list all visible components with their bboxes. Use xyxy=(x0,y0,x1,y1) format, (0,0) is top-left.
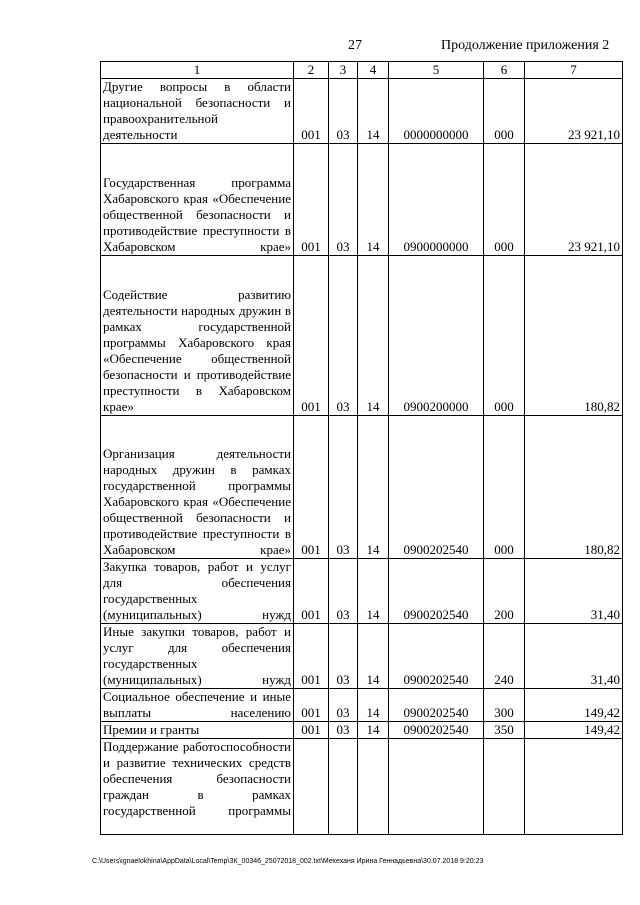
column-header: 1 xyxy=(101,62,294,79)
cell-section xyxy=(329,739,358,835)
table-row xyxy=(101,559,623,624)
cell-subsection: 14 xyxy=(358,144,389,256)
cell-expense-type: 240 xyxy=(484,624,525,689)
cell-subsection: 14 xyxy=(358,722,389,739)
column-header: 6 xyxy=(484,62,525,79)
table-row xyxy=(101,256,623,416)
cell-subsection: 14 xyxy=(358,256,389,416)
column-header: 2 xyxy=(294,62,329,79)
cell-expense-type xyxy=(484,739,525,835)
column-header: 7 xyxy=(525,62,623,79)
cell-amount: 180,82 xyxy=(525,256,623,416)
row-name: Государственная программа Хабаровского края «Обеспечение общественной безопасности и противодействие преступности в Хабаровском крае» xyxy=(101,144,294,256)
cell-expense-type: 350 xyxy=(484,722,525,739)
cell-section: 03 xyxy=(329,79,358,144)
cell-amount: 31,40 xyxy=(525,624,623,689)
cell-expense-type: 200 xyxy=(484,559,525,624)
table-row xyxy=(101,79,623,144)
cell-expense-type: 000 xyxy=(484,416,525,559)
column-header: 4 xyxy=(358,62,389,79)
cell-admin-code: 001 xyxy=(294,559,329,624)
row-name: Закупка товаров, работ и услуг для обеспечения государственных (муниципальных) нужд xyxy=(101,559,294,624)
cell-expense-type: 000 xyxy=(484,144,525,256)
cell-admin-code: 001 xyxy=(294,144,329,256)
row-name: Поддержание работоспособности и развитие технических средств обеспечения безопасности граждан в рамках государственной программы xyxy=(101,739,294,835)
cell-section: 03 xyxy=(329,416,358,559)
cell-amount: 31,40 xyxy=(525,559,623,624)
cell-amount: 149,42 xyxy=(525,722,623,739)
cell-expense-type: 300 xyxy=(484,689,525,722)
cell-section: 03 xyxy=(329,559,358,624)
cell-section: 03 xyxy=(329,256,358,416)
cell-section: 03 xyxy=(329,722,358,739)
page-number: 27 xyxy=(348,38,362,53)
cell-amount: 23 921,10 xyxy=(525,79,623,144)
cell-expense-type: 000 xyxy=(484,256,525,416)
cell-section: 03 xyxy=(329,689,358,722)
cell-admin-code: 001 xyxy=(294,416,329,559)
cell-amount: 149,42 xyxy=(525,689,623,722)
table-header-row xyxy=(101,62,623,79)
cell-section: 03 xyxy=(329,624,358,689)
cell-target-item: 0900200000 xyxy=(389,256,484,416)
row-name: Организация деятельности народных дружин в рамках государственной программы Хабаровского края «Обеспечение общественной безопасности и противодействие преступности в Хабаровском крае» xyxy=(101,416,294,559)
cell-subsection xyxy=(358,739,389,835)
cell-section: 03 xyxy=(329,144,358,256)
cell-subsection: 14 xyxy=(358,559,389,624)
cell-subsection: 14 xyxy=(358,624,389,689)
table-row xyxy=(101,144,623,256)
row-name: Премии и гранты xyxy=(101,722,294,739)
table-row xyxy=(101,722,623,739)
cell-admin-code xyxy=(294,739,329,835)
cell-amount: 23 921,10 xyxy=(525,144,623,256)
budget-table xyxy=(100,61,623,835)
row-name: Другие вопросы в области национальной безопасности и правоохранительной деятельности xyxy=(101,79,294,144)
cell-amount xyxy=(525,739,623,835)
table-row xyxy=(101,416,623,559)
cell-target-item xyxy=(389,739,484,835)
row-name: Содействие развитию деятельности народных дружин в рамках государственной программы Хабаровского края «Обеспечение общественной безопасности и противодействие преступности в Хабаровском крае» xyxy=(101,256,294,416)
table-row xyxy=(101,739,623,835)
cell-target-item: 0900202540 xyxy=(389,689,484,722)
cell-target-item: 0900202540 xyxy=(389,559,484,624)
cell-subsection: 14 xyxy=(358,416,389,559)
table-row xyxy=(101,624,623,689)
cell-target-item: 0900000000 xyxy=(389,144,484,256)
cell-admin-code: 001 xyxy=(294,624,329,689)
cell-target-item: 0900202540 xyxy=(389,416,484,559)
table-row xyxy=(101,689,623,722)
cell-subsection: 14 xyxy=(358,79,389,144)
cell-admin-code: 001 xyxy=(294,79,329,144)
row-name: Иные закупки товаров, работ и услуг для обеспечения государственных (муниципальных) нужд xyxy=(101,624,294,689)
cell-admin-code: 001 xyxy=(294,256,329,416)
cell-target-item: 0000000000 xyxy=(389,79,484,144)
cell-target-item: 0900202540 xyxy=(389,722,484,739)
cell-admin-code: 001 xyxy=(294,722,329,739)
cell-expense-type: 000 xyxy=(484,79,525,144)
row-name: Социальное обеспечение и иные выплаты населению xyxy=(101,689,294,722)
column-header: 3 xyxy=(329,62,358,79)
cell-target-item: 0900202540 xyxy=(389,624,484,689)
cell-amount: 180,82 xyxy=(525,416,623,559)
continuation-label: Продолжение приложения 2 xyxy=(441,38,610,53)
cell-admin-code: 001 xyxy=(294,689,329,722)
footer-file-path: C:\Users\ignaelokhina\AppData\Local\Temp\ЗК_00346_25072018_002.txt\Мехеханя Ирина Геннадьевна\30.07.2018 9:20:23 xyxy=(92,858,484,865)
column-header: 5 xyxy=(389,62,484,79)
cell-subsection: 14 xyxy=(358,689,389,722)
